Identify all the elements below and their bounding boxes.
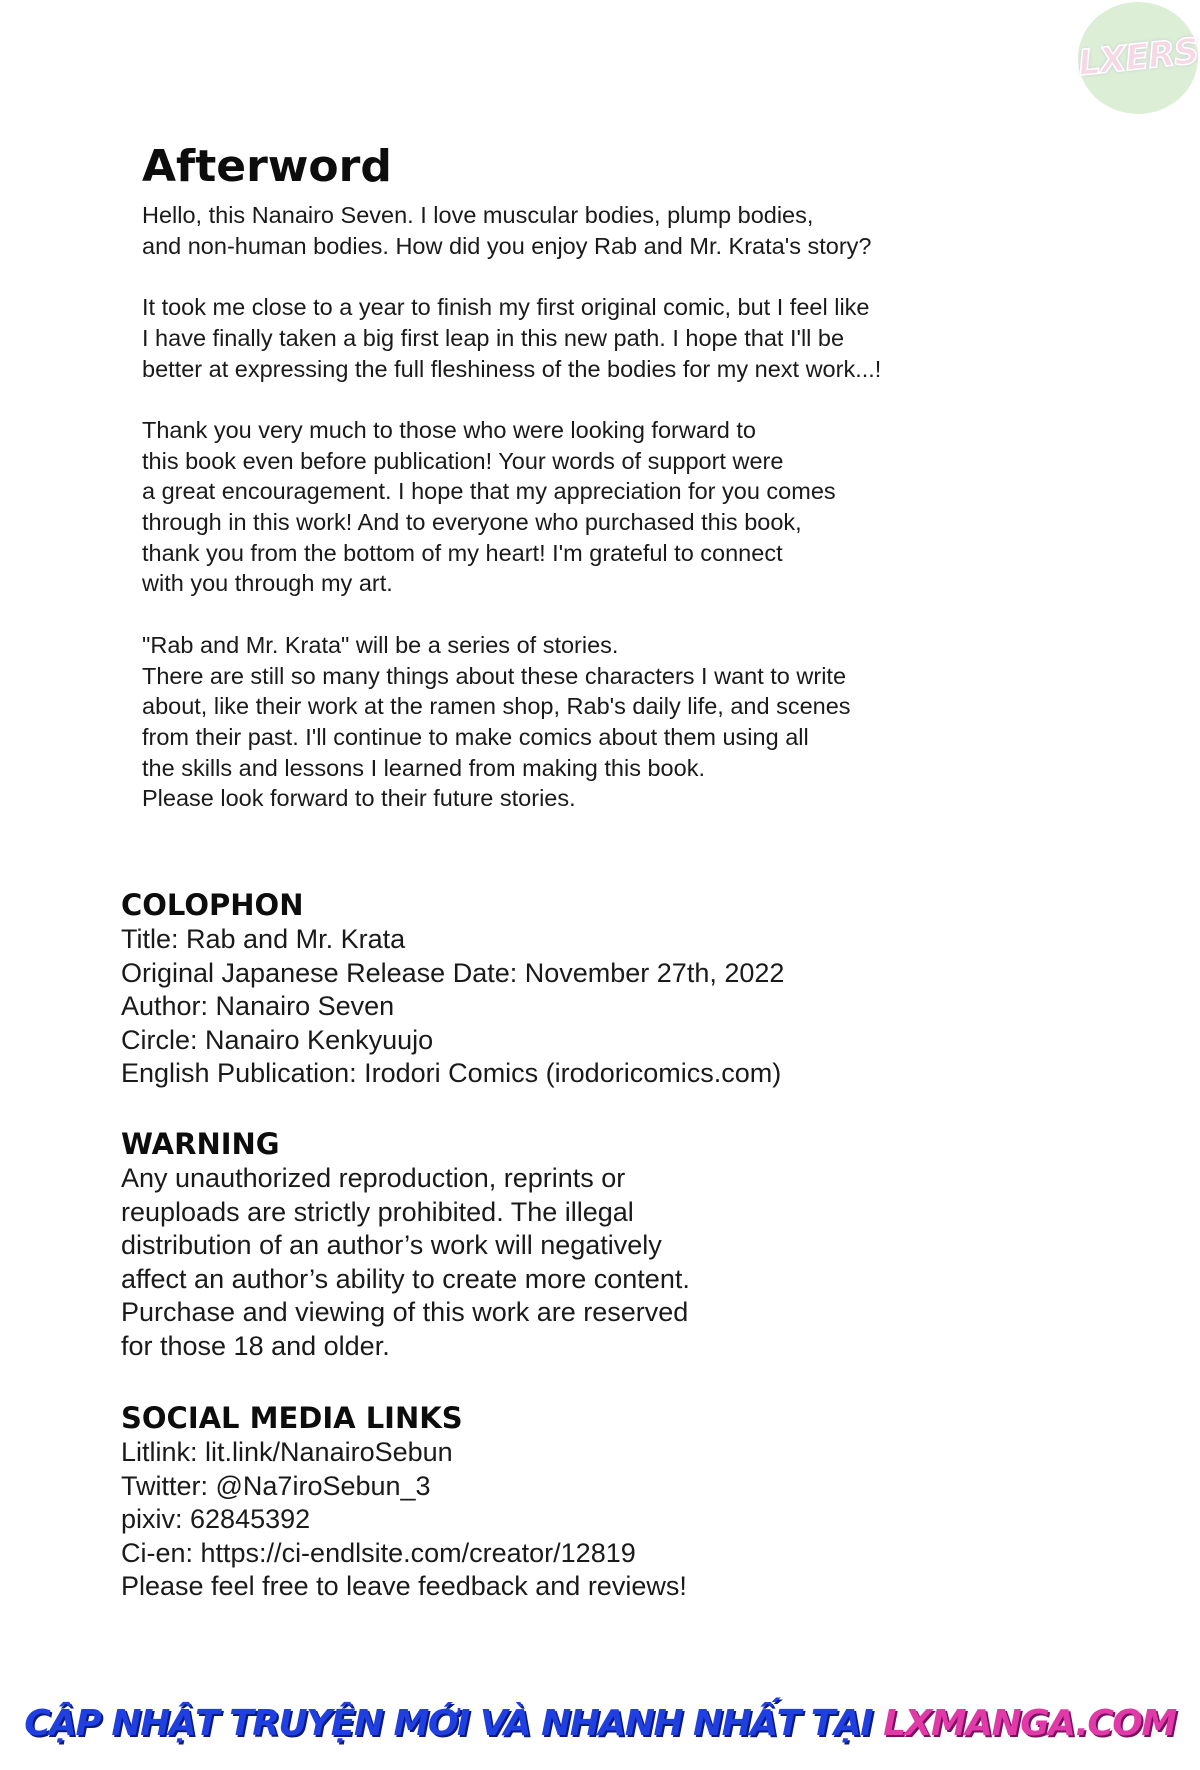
twitter-line: Twitter: @Na7iroSebun_3	[121, 1470, 431, 1501]
feedback-line: Please feel free to leave feedback and reviews!	[121, 1571, 687, 1601]
colophon-title-line: Title: Rab and Mr. Krata	[121, 924, 406, 954]
watermark-logo	[1078, 2, 1198, 114]
banner-main-text: CẬP NHẬT TRUYỆN MỚI VÀ NHANH NHẤT TẠI	[24, 1703, 873, 1744]
litlink-line: Litlink: lit.link/NanairoSebun	[121, 1437, 453, 1467]
social-links-section	[121, 1401, 921, 1604]
pixiv-line: pixiv: 62845392	[121, 1504, 311, 1534]
update-banner	[0, 1703, 1200, 1744]
warning-line: Purchase and viewing of this work are reserved	[121, 1297, 689, 1327]
ci-en-line: Ci-en: https://ci-endlsite.com/creator/12819	[121, 1537, 636, 1568]
social-heading: SOCIAL MEDIA LINKS	[121, 1401, 463, 1435]
afterword-paragraph: Thank you very much to those who were looking forward to this book even before publication! Your words of support were a great encouragement. I hope that my appreciation for you comes through in this work! And to everyone who purchased this book, thank you from the bottom of my heart! I'm grateful to connect with you through my art.	[142, 416, 836, 597]
banner-site-text: LXMANGA.COM	[883, 1703, 1176, 1744]
watermark-logo-text: LXERS	[1076, 31, 1200, 85]
afterword-paragraph: It took me close to a year to finish my first original comic, but I feel like I have finally taken a big first leap in this new path. I hope that I'll be better at expressing the full fleshiness of the bodies for my next work...!	[142, 294, 882, 382]
colophon-circle-line: Circle: Nanairo Kenkyuujo	[121, 1024, 434, 1055]
colophon-author-line: Author: Nanairo Seven	[121, 991, 395, 1021]
warning-line: distribution of an author’s work will negatively	[121, 1230, 662, 1260]
afterword-paragraph: Hello, this Nanairo Seven. I love muscular bodies, plump bodies, and non-human bodies. How did you enjoy Rab and Mr. Krata's story?	[142, 202, 872, 259]
warning-line: for those 18 and older.	[121, 1330, 390, 1361]
warning-heading: WARNING	[121, 1127, 280, 1161]
warning-section	[121, 1127, 921, 1363]
colophon-section	[121, 888, 921, 1091]
afterword-paragraph: "Rab and Mr. Krata" will be a series of stories. There are still so many things about these characters I want to write about, like their work at the ramen shop, Rab's daily life, and scenes from their past. I'll continue to make comics about them using all the skills and lessons I learned from making this book. Please look forward to their future stories.	[142, 631, 851, 812]
colophon-heading: COLOPHON	[121, 888, 304, 922]
afterword-section	[142, 138, 942, 845]
warning-line: reuploads are strictly prohibited. The illegal	[121, 1196, 634, 1227]
afterword-title: Afterword	[142, 141, 392, 192]
warning-line: Any unauthorized reproduction, reprints or	[121, 1163, 626, 1193]
colophon-publication-line: English Publication: Irodori Comics (irodoricomics.com)	[121, 1058, 782, 1088]
colophon-release-date-line: Original Japanese Release Date: November 27th, 2022	[121, 957, 785, 988]
warning-line: affect an author’s ability to create more content.	[121, 1263, 690, 1294]
